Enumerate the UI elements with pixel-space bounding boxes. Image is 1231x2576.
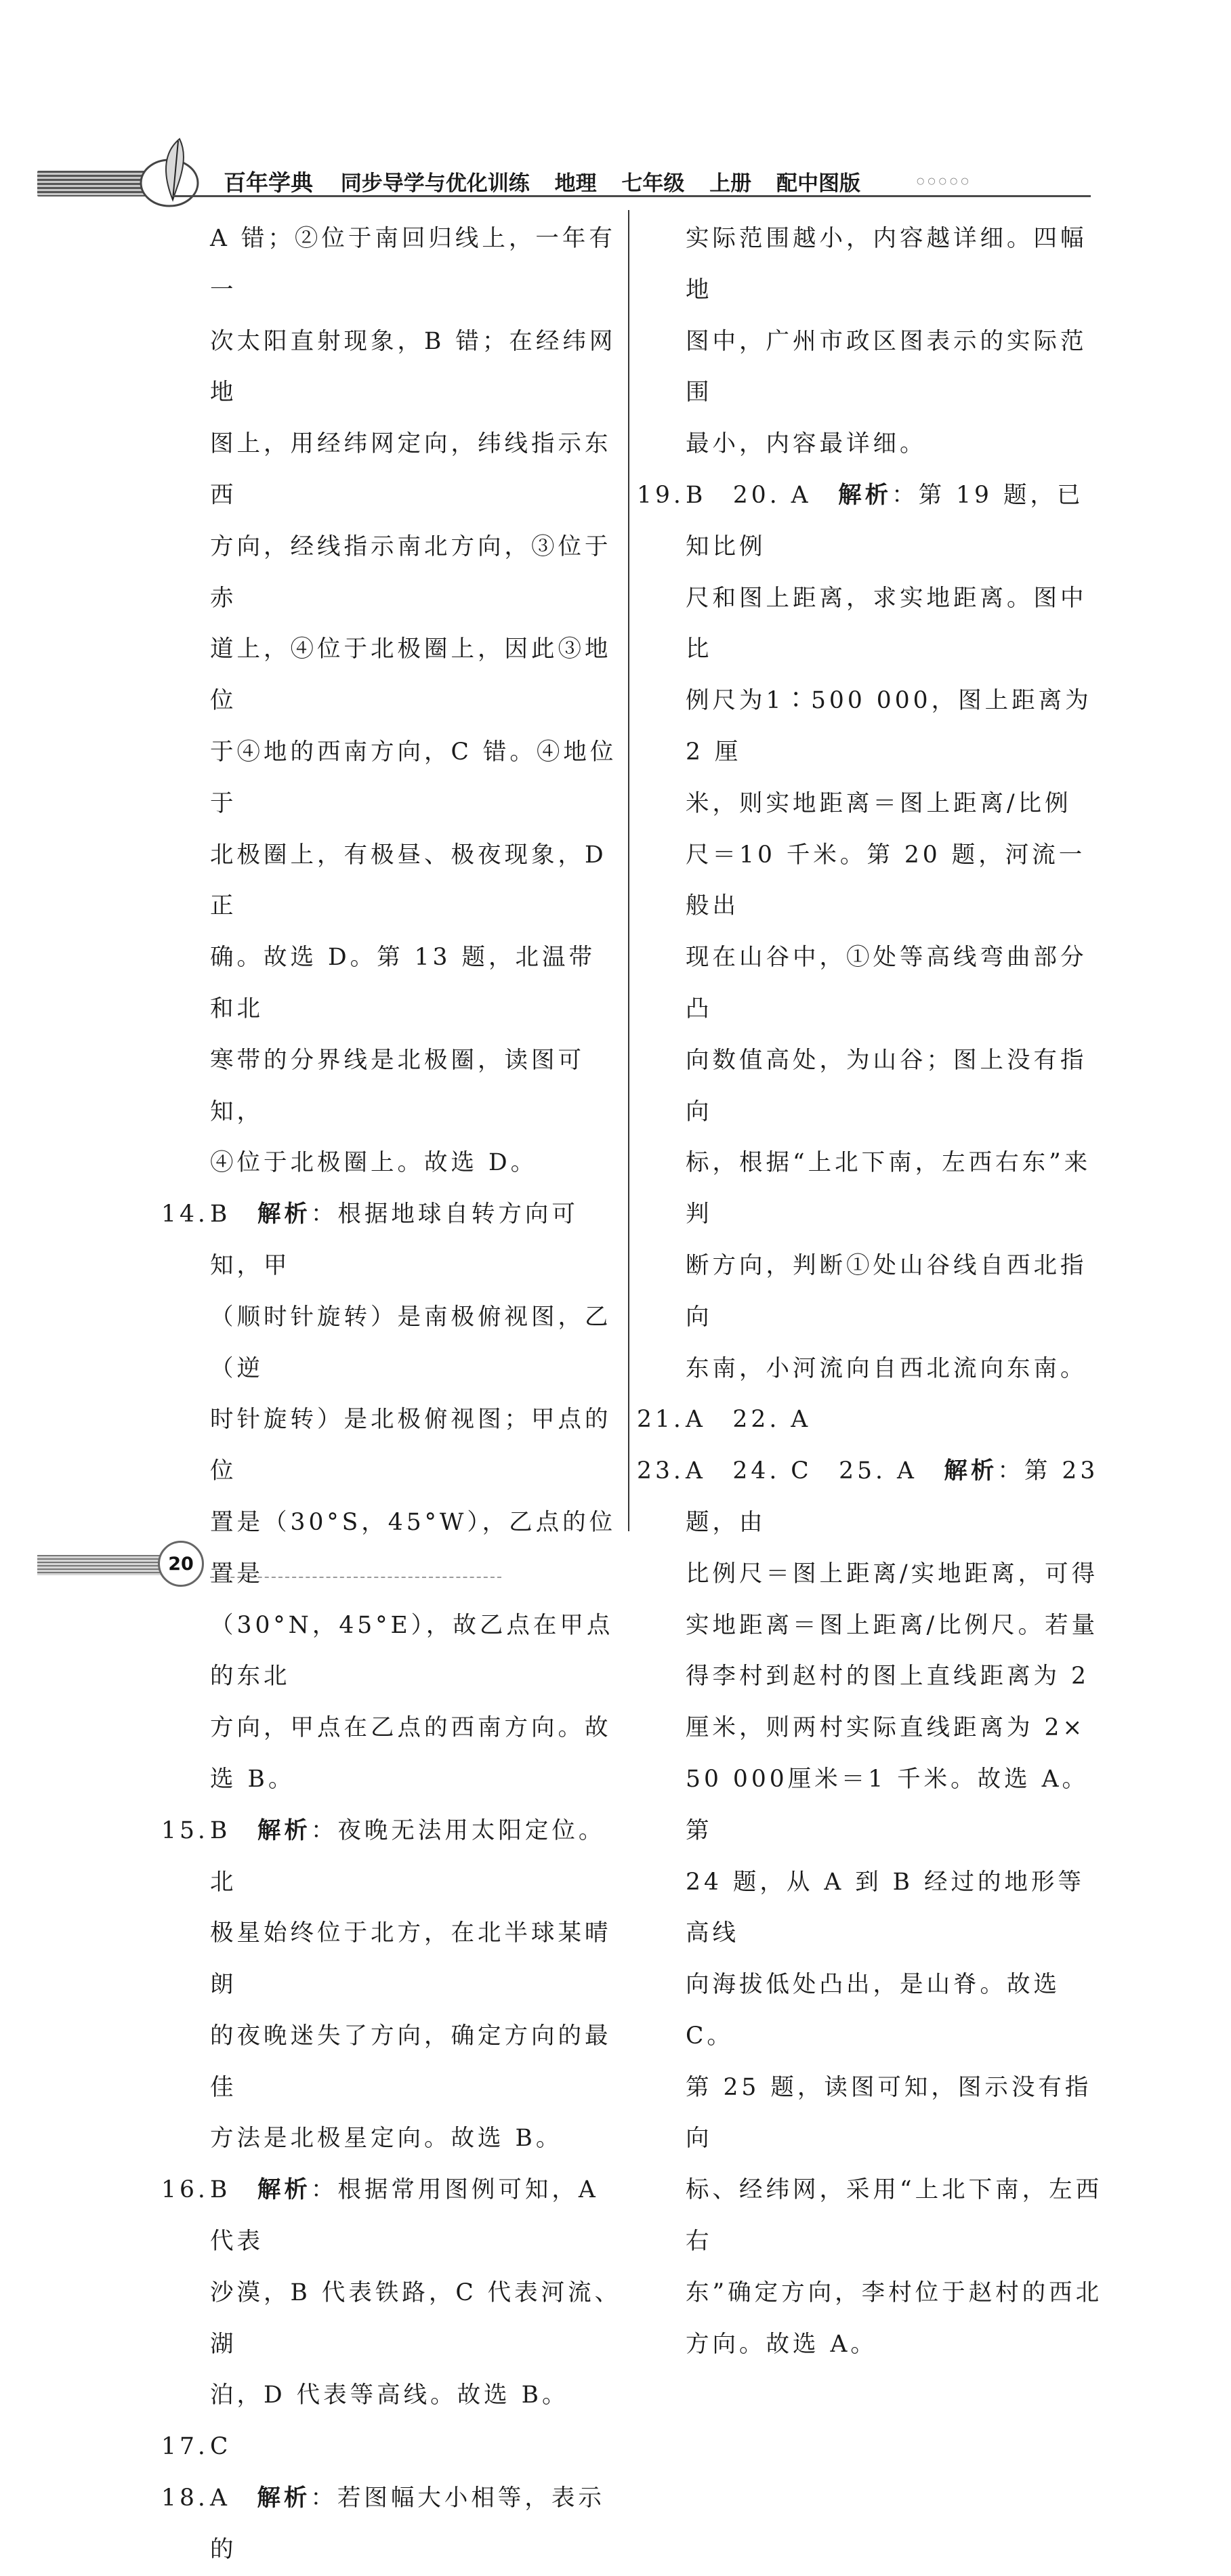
brand-name: 百年学典	[224, 169, 313, 196]
volume-name: 上册	[709, 171, 752, 196]
text-line: 方向，经线指示南北方向，③位于赤	[210, 533, 612, 612]
page-header	[37, 136, 1091, 210]
text-line: ④位于北极圈上。故选 D。	[210, 1149, 538, 1177]
subject-name: 地理	[554, 171, 597, 196]
answer-first-line	[637, 470, 1104, 573]
text-line: （顺时针旋转）是南极俯视图，乙（逆	[210, 1303, 612, 1382]
answer-choice: B 20. A	[686, 481, 839, 509]
answer-first-line	[161, 2473, 622, 2576]
text-line: 标，根据“上北下南，左西右东”来判	[686, 1149, 1091, 1228]
text-line: 24 题，从 A 到 B 经过的地形等高线	[686, 1868, 1085, 1947]
text-line: 最小，内容最详细。	[686, 430, 927, 458]
text-line: 方向。故选 A。	[686, 2330, 877, 2358]
text-line: A 错；②位于南回归线上，一年有一	[210, 225, 616, 304]
text-line: 泊，D 代表等高线。故选 B。	[210, 2382, 569, 2409]
analysis-text: ：第 23 题，由	[686, 1457, 1099, 1536]
answer-first-line	[161, 1189, 622, 1292]
header-title	[224, 165, 878, 197]
question-number: 21.	[637, 1406, 684, 1434]
answer-choice: B	[210, 2176, 257, 2204]
question-number: 17.	[161, 2433, 209, 2461]
text-line: 实际范围越小，内容越详细。四幅地	[686, 225, 1087, 304]
answer-item	[637, 1394, 1104, 1446]
answer-item	[161, 1189, 622, 1806]
answer-item	[161, 2165, 622, 2422]
text-line: 北极圈上，有极昼、极夜现象，D 正	[210, 841, 607, 920]
text-line: 东”确定方向，李村位于赵村的西北	[686, 2279, 1103, 2306]
analysis-text: ：若图幅大小相等，表示的	[210, 2485, 605, 2563]
text-line: 向数值高处，为山谷；图上没有指向	[686, 1046, 1087, 1125]
text-line: 方向，甲点在乙点的西南方向。故	[210, 1714, 612, 1742]
analysis-text: ：根据常用图例可知，A 代表	[210, 2176, 599, 2256]
question-number: 15.	[161, 1816, 209, 1844]
answer-first-line	[161, 2165, 622, 2268]
analysis-label: 解析	[257, 1816, 311, 1844]
answer-choice: B	[210, 1201, 257, 1228]
footer-dashed-rule	[210, 1577, 501, 1578]
text-line: 寒带的分界线是北极圈，读图可知，	[210, 1046, 585, 1125]
series-name: 同步导学与优化训练	[340, 171, 530, 196]
answer-first-line	[637, 1446, 1104, 1549]
analysis-label: 解析	[257, 2176, 311, 2204]
answer-choice: A	[210, 2485, 257, 2512]
question-number: 19.	[637, 481, 684, 509]
question-number: 18.	[161, 2485, 209, 2512]
column-divider	[628, 210, 629, 1531]
text-line: 道上，④位于北极圈上，因此③地位	[210, 636, 612, 715]
text-line: 厘米，则两村实际直线距离为 2×	[686, 1714, 1086, 1742]
text-line: 东南，小河流向自西北流向东南。	[686, 1354, 1087, 1382]
text-line: 次太阳直射现象，B 错；在经纬网地	[210, 327, 617, 407]
answer-first-line	[637, 1394, 1104, 1446]
text-line: 于④地的西南方向，C 错。④地位于	[210, 738, 617, 817]
answer-item	[637, 213, 1104, 470]
question-number: 14.	[161, 1201, 209, 1228]
analysis-label: 解析	[838, 481, 892, 509]
answer-choice: B	[210, 1816, 257, 1844]
text-line: 比例尺＝图上距离/实地距离，可得	[686, 1560, 1099, 1587]
text-line: 标、经纬网，采用“上北下南，左西右	[686, 2176, 1103, 2256]
text-line: 得李村到赵村的图上直线距离为 2	[686, 1663, 1089, 1690]
text-line: 米，则实地距离＝图上距离/比例	[686, 789, 1072, 817]
left-answer-column	[161, 213, 622, 2576]
text-line: 置是（30°S，45°W），乙点的位置是	[210, 1508, 617, 1587]
right-answer-column	[637, 213, 1104, 2370]
text-line: 尺和图上距离，求实地距离。图中比	[686, 584, 1087, 663]
text-line: 确。故选 D。第 13 题，北温带和北	[210, 944, 596, 1022]
text-line: 极星始终位于北方，在北半球某晴朗	[210, 1919, 612, 1999]
page-number: 20	[158, 1541, 204, 1587]
analysis-label: 解析	[257, 2485, 311, 2512]
text-line: 的夜晚迷失了方向，确定方向的最佳	[210, 2022, 612, 2101]
text-line: 选 B。	[210, 1765, 295, 1793]
text-line: 50 000厘米＝1 千米。故选 A。第	[686, 1765, 1089, 1844]
answer-item	[637, 1446, 1104, 2370]
header-dots-decoration: ○○○○○	[917, 176, 972, 186]
analysis-label: 解析	[944, 1457, 998, 1485]
text-line: 方法是北极星定向。故选 B。	[210, 2125, 563, 2153]
answer-choice: A 22. A	[686, 1406, 812, 1434]
page-footer	[37, 1538, 471, 1592]
answer-item	[161, 2422, 622, 2473]
analysis-text: ：第 19 题，已知比例	[686, 481, 1084, 560]
text-line: 现在山谷中，①处等高线弯曲部分凸	[686, 944, 1087, 1022]
edition-name: 配中图版	[776, 171, 860, 196]
text-line: 时针旋转）是北极俯视图；甲点的位	[210, 1406, 612, 1485]
question-number: 23.	[637, 1457, 684, 1485]
analysis-label: 解析	[257, 1201, 311, 1228]
question-number: 16.	[161, 2176, 209, 2204]
text-line: 例尺为1∶500 000，图上距离为 2 厘	[686, 687, 1092, 766]
answer-first-line	[161, 1806, 622, 1909]
answer-item	[637, 470, 1104, 1394]
answer-first-line	[161, 2422, 622, 2473]
text-line: （30°N，45°E），故乙点在甲点的东北	[210, 1611, 614, 1690]
text-line: 图上，用经纬网定向，纬线指示东西	[210, 430, 612, 509]
answer-item	[161, 2473, 622, 2576]
text-line: 第 25 题，读图可知，图示没有指向	[686, 2073, 1092, 2153]
answer-choice: C	[210, 2433, 232, 2461]
footer-stripes-decoration	[37, 1555, 163, 1575]
text-line: 实地距离＝图上距离/比例尺。若量	[686, 1611, 1099, 1639]
text-line: 断方向，判断①处山谷线自西北指向	[686, 1251, 1087, 1331]
text-line: 图中，广州市政区图表示的实际范围	[686, 327, 1087, 407]
answer-item	[161, 1806, 622, 2165]
analysis-text: ：根据地球自转方向可知，甲	[210, 1201, 579, 1279]
answer-choice: A 24. C 25. A	[686, 1457, 944, 1485]
text-line: 尺＝10 千米。第 20 题，河流一般出	[686, 841, 1086, 920]
answer-item	[161, 213, 622, 1189]
analysis-text: ：夜晚无法用太阳定位。北	[210, 1816, 606, 1896]
text-line: 向海拔低处凸出，是山脊。故选 C。	[686, 1971, 1060, 2050]
grade-name: 七年级	[621, 171, 685, 196]
text-line: 沙漠，B 代表铁路，C 代表河流、湖	[210, 2279, 622, 2358]
